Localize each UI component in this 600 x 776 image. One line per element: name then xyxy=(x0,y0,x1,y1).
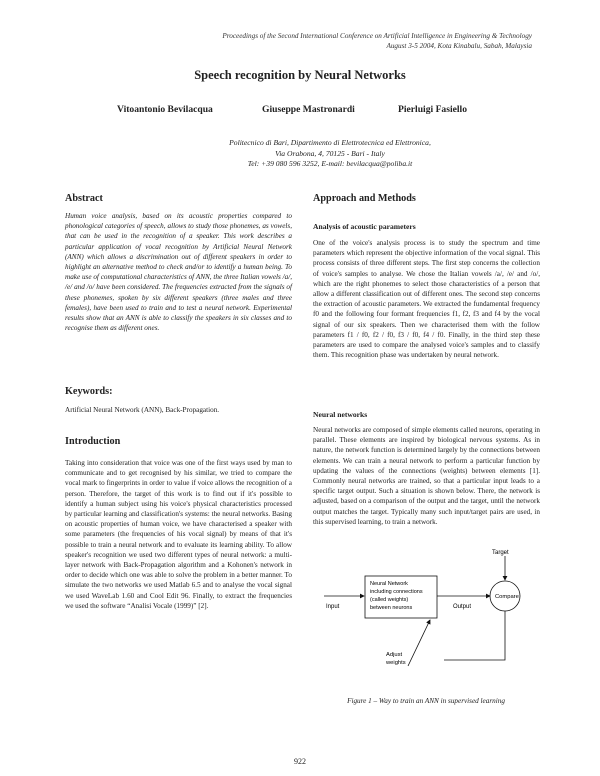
affiliation xyxy=(120,138,540,170)
abstract-heading: Abstract xyxy=(65,193,103,204)
nn-label-4: between neurons xyxy=(370,605,413,611)
introduction-heading: Introduction xyxy=(65,436,121,447)
figure-caption: Figure 1 – Way to train an ANN in supervised learning xyxy=(347,697,505,705)
author-3: Pierluigi Fasiello xyxy=(398,104,468,115)
approach-heading: Approach and Methods xyxy=(313,193,416,204)
author-1: Vitoantonio Bevilacqua xyxy=(117,104,213,115)
affiliation-line-3: Tel: +39 080 596 3252, E-mail: bevilacqua@poliba.it xyxy=(247,159,413,168)
running-header xyxy=(52,32,532,51)
target-label: Target xyxy=(492,550,509,556)
paper-title: Speech recognition by Neural Networks xyxy=(194,68,406,82)
author-2: Giuseppe Mastronardi xyxy=(262,104,355,115)
acoustic-subheading: Analysis of acoustic parameters xyxy=(313,222,416,231)
acoustic-text: One of the voice's analysis process is to study the spectrum and time parameters which represent the objective information of the vocal signal. This process consists of three different steps. The first step concerns the collection of voice's samples to analyse. We chose the Italian vowels /a/, /e/ and /o/, which are the right phonemes to select those characteristics of a person that allow a different classification out of different ones. The second step concerns the extraction of acoustic parameters. We extracted the fundamental frequency f0 and the following four formant frequencies f1, f2, f3 and f4 by the vocal signal of our six speakers. Then we characterised them with the follow parameters f1 / f0, f2 / f0, f3 / f0, f4 / f0. Finally, in the third step these parameters are used to compare the analysed voice's samples and to classify them. This recognition phase was undertaken by neural network. xyxy=(313,239,540,360)
header-line-2: August 3-5 2004, Kota Kinabalu, Sabah, Malaysia xyxy=(386,41,532,50)
nn-label-3: (called weights) xyxy=(370,597,409,603)
neural-networks-text: Neural networks are composed of simple elements called neurons, operating in parallel. These elements are inspired by biological nervous systems. As in nature, the network function is determined largely by the connections between elements. We can train a neural network to perform a particular function by updating the values of the connections (weights) between elements [1]. Commonly neural networks are trained, so that a particular input leads to a specific target output. Such a situation is shown below. There, the network is adjusted, based on a comparison of the output and the target, until the network output matches the target. Typically many such input/target pairs are used, in this supervised learning, to train a network. xyxy=(313,426,540,526)
abstract-text: Human voice analysis, based on its acoustic properties compared to phonological categories of speech, allows to study those phonemes, as vowels, that can be used in the recognition of a speaker. This work describes a particular application of vocal recognition by Artificial Neural Network (ANN) which allows a discrimination out of different speakers in order to highlight an alternative method to check and/or to identify a human being. To make use of computational characteristics of ANN, the three Italian vowels /a/, /e/ and /o/ have been considered. The frequencies extracted from the signals of these phonemes, spoken by six different speakers (three males and three females), have been used to train and to test a neural network. Experimental results show that an ANN is able to classify the speakers in six classes and to recognise them as different ones. xyxy=(65,212,292,333)
page-number: 922 xyxy=(294,757,306,766)
keywords-text: Artificial Neural Network (ANN), Back-Propagation. xyxy=(65,406,220,414)
nn-label-2: including connections xyxy=(370,589,423,595)
feedback-path xyxy=(444,611,505,660)
neural-networks-subheading: Neural networks xyxy=(313,410,368,419)
output-label: Output xyxy=(453,604,472,610)
introduction-text: Taking into consideration that voice was one of the first ways used by man to communicate and to get recognised by his similar, we tried to compare the vocal mark to fingerprints in order to value if voice allows the recognition of a person. Therefore, the target of this work is to find out if it's possible to identify a human subject using his voice's physical characteristics processed by particular learning and classification's systems: the neural networks. Basing on acoustic properties of human voice, we have characterised a speaker with some parameters (the frequencies of his vocal signal) by means of that it's possible to train a neural network and to evaluate its learning ability. To allow speaker's recognition we used two different types of neural network: a multi-layer network with Back-Propagation algorithm and a Kohonen's network in order to decide which one was able to solve the problem in a better manner. To simulate the two networks we used Matlab 6.5 and to analyse the vocal signal we used WaveLab 1.60 and Cool Edit 96. Finally, to extract the frequencies we used the software “Analisi Vocale (1999)” [2]. xyxy=(65,459,292,610)
header-line-1: Proceedings of the Second International Conference on Artificial Intelligence in Engineering & Technology xyxy=(222,32,532,40)
adjust-label-2: weights xyxy=(386,660,406,666)
adjust-label-1: Adjust xyxy=(386,652,403,658)
affiliation-line-2: Via Orabona, 4, 70125 - Bari - Italy xyxy=(275,148,385,158)
adjust-weights-arrow xyxy=(408,620,430,666)
input-label: Input xyxy=(326,604,340,610)
affiliation-line-1: Politecnico di Bari, Dipartimento di Elettrotecnica ed Elettronica, xyxy=(229,138,431,147)
keywords-heading: Keywords: xyxy=(65,386,113,397)
nn-label-1: Neural Network xyxy=(370,581,408,587)
compare-label: Compare xyxy=(495,594,519,600)
figure-1-diagram xyxy=(320,548,532,684)
